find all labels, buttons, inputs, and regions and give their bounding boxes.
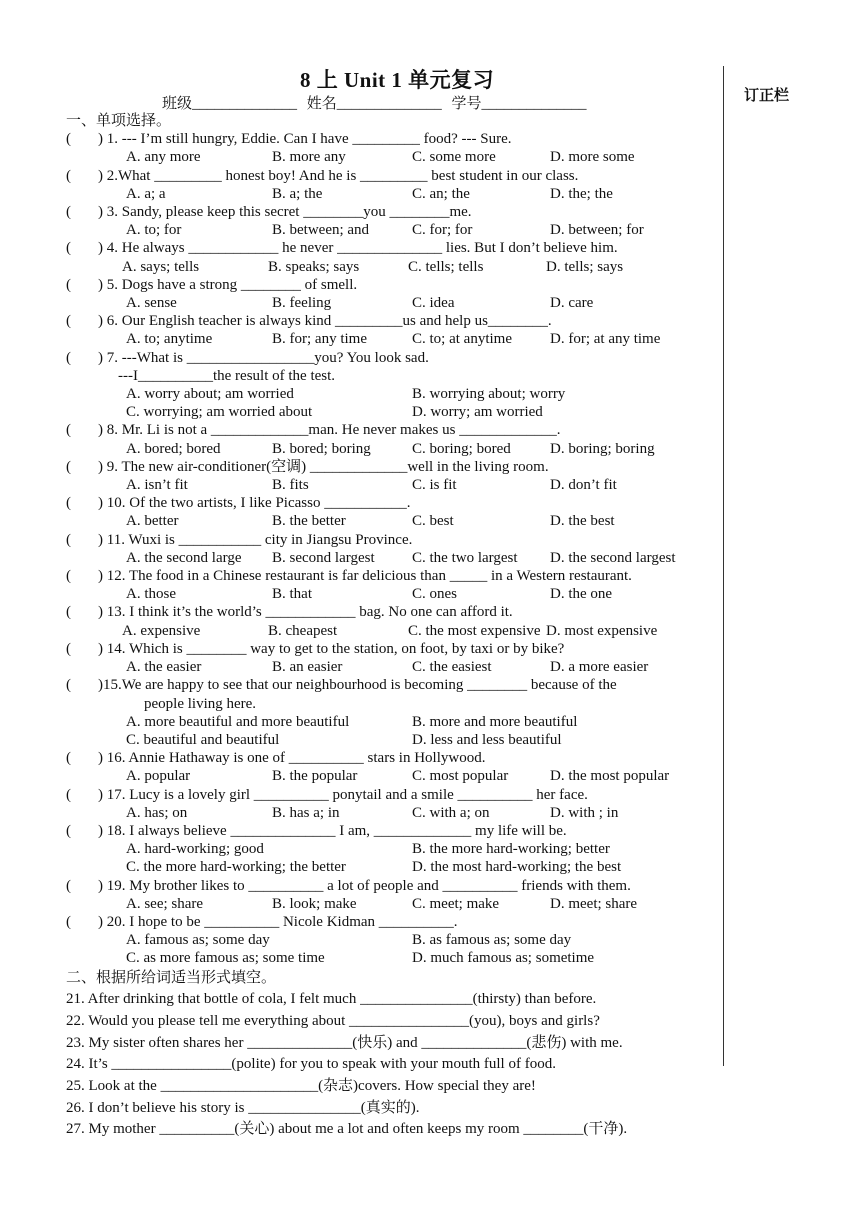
option[interactable]: C. the most expensive bbox=[408, 622, 541, 639]
option[interactable]: B. worrying about; worry bbox=[412, 386, 566, 403]
options-row bbox=[66, 585, 726, 603]
answer-blank[interactable]: ( bbox=[66, 204, 71, 221]
question-item bbox=[66, 494, 726, 512]
options-row bbox=[66, 549, 726, 567]
option[interactable]: C. ones bbox=[412, 586, 457, 603]
answer-blank[interactable]: ( bbox=[66, 167, 71, 184]
question-continuation: ---I__________the result of the test. bbox=[118, 367, 336, 384]
option[interactable]: B. for; any time bbox=[272, 331, 367, 348]
question-text: ) 14. Which is ________ way to get to the station, on foot, by taxi or by bike? bbox=[98, 640, 565, 657]
option[interactable]: D. much famous as; sometime bbox=[412, 950, 595, 967]
answer-blank[interactable]: ( bbox=[66, 531, 71, 548]
option[interactable]: D. most expensive bbox=[546, 622, 658, 639]
question-item bbox=[66, 603, 726, 621]
option[interactable]: D. more some bbox=[550, 149, 635, 166]
options-row bbox=[66, 294, 726, 312]
options-row bbox=[66, 476, 726, 494]
option[interactable]: C. is fit bbox=[412, 477, 457, 494]
question-item bbox=[66, 421, 726, 439]
answer-blank[interactable]: ( bbox=[66, 877, 71, 894]
option[interactable]: D. don’t fit bbox=[550, 477, 617, 494]
option[interactable]: B. the more hard-working; better bbox=[412, 841, 610, 858]
options-row bbox=[66, 767, 726, 785]
option[interactable]: B. fits bbox=[272, 477, 309, 494]
option[interactable]: B. between; and bbox=[272, 222, 370, 239]
fill-in-item[interactable]: 27. My mother __________(关心) about me a lot and often keeps my room ________(干净). bbox=[66, 1121, 628, 1138]
option[interactable]: A. more beautiful and more beautiful bbox=[126, 713, 350, 730]
option[interactable]: C. most popular bbox=[412, 768, 509, 785]
option[interactable]: D. for; at any time bbox=[550, 331, 661, 348]
question-text: ) 9. The new air-conditioner(空调) _____________well in the living room. bbox=[98, 458, 549, 475]
question-text: ) 7. ---What is _________________you? You look sad. bbox=[98, 349, 429, 366]
correction-column-label: 订正栏 bbox=[744, 88, 790, 104]
options-row bbox=[66, 713, 726, 731]
question-text: ) 13. I think it’s the world’s ____________ bag. No one can afford it. bbox=[98, 604, 513, 621]
options-row bbox=[66, 148, 726, 166]
option[interactable]: C. best bbox=[412, 513, 454, 530]
question-text: ) 10. Of the two artists, I like Picasso ___________. bbox=[98, 495, 411, 512]
option[interactable]: D. with ; in bbox=[550, 804, 619, 821]
option[interactable]: D. the one bbox=[550, 586, 613, 603]
section-heading: 一、单项选择。 bbox=[66, 113, 172, 129]
option[interactable]: D. less and less beautiful bbox=[412, 731, 562, 748]
question-text: ) 20. I hope to be __________ Nicole Kidman __________. bbox=[98, 913, 458, 930]
option[interactable]: C. with a; on bbox=[412, 804, 490, 821]
student-info-line bbox=[162, 92, 593, 113]
multiple-choice-list bbox=[66, 130, 726, 967]
option[interactable]: D. care bbox=[550, 295, 594, 312]
answer-blank[interactable]: ( bbox=[66, 604, 71, 621]
fill-in-item[interactable]: 25. Look at the _____________________(杂志)covers. How special they are! bbox=[66, 1078, 536, 1095]
answer-blank[interactable]: ( bbox=[66, 495, 71, 512]
question-text: ) 12. The food in a Chinese restaurant is far delicious than _____ in a Western restaurant. bbox=[98, 568, 632, 585]
questions-body bbox=[66, 112, 726, 1139]
fill-in-item[interactable]: 23. My sister often shares her ______________(快乐) and ______________(悲伤) with me. bbox=[66, 1034, 623, 1051]
option[interactable]: C. the easiest bbox=[412, 659, 492, 676]
question-item bbox=[66, 458, 726, 476]
option[interactable]: C. boring; bored bbox=[412, 440, 511, 457]
option[interactable]: B. second largest bbox=[272, 549, 375, 566]
question-item bbox=[66, 822, 726, 840]
option[interactable]: C. the more hard-working; the better bbox=[126, 859, 346, 876]
question-text: )15.We are happy to see that our neighbourhood is becoming ________ because of the bbox=[98, 677, 617, 694]
option[interactable]: D. a more easier bbox=[550, 659, 649, 676]
option[interactable]: C. worrying; am worried about bbox=[126, 404, 313, 421]
options-row bbox=[66, 258, 726, 276]
student-id-field[interactable]: 学号______________ bbox=[451, 96, 587, 112]
option[interactable]: A. sense bbox=[126, 295, 177, 312]
question-item bbox=[66, 349, 726, 367]
question-text: ) 16. Annie Hathaway is one of __________ stars in Hollywood. bbox=[98, 750, 486, 767]
option[interactable]: B. cheapest bbox=[268, 622, 338, 639]
question-text: ) 8. Mr. Li is not a _____________man. He never makes us _____________. bbox=[98, 422, 561, 439]
options-row bbox=[66, 330, 726, 348]
question-item bbox=[66, 749, 726, 767]
question-item bbox=[66, 239, 726, 257]
option[interactable]: A. the second large bbox=[126, 549, 242, 566]
option[interactable]: C. the two largest bbox=[412, 549, 518, 566]
answer-blank[interactable]: ( bbox=[66, 422, 71, 439]
option[interactable]: B. the popular bbox=[272, 768, 358, 785]
option[interactable]: B. has a; in bbox=[272, 804, 340, 821]
option[interactable]: A. has; on bbox=[126, 804, 188, 821]
options-row bbox=[66, 731, 726, 749]
question-item bbox=[66, 130, 726, 148]
option[interactable]: A. to; anytime bbox=[126, 331, 213, 348]
option[interactable]: A. a; a bbox=[126, 185, 166, 202]
option[interactable]: B. look; make bbox=[272, 895, 357, 912]
option[interactable]: B. an easier bbox=[272, 659, 343, 676]
answer-blank[interactable]: ( bbox=[66, 276, 71, 293]
question-item bbox=[66, 203, 726, 221]
answer-blank[interactable]: ( bbox=[66, 822, 71, 839]
answer-blank[interactable]: ( bbox=[66, 913, 71, 930]
option[interactable]: C. an; the bbox=[412, 185, 470, 202]
option[interactable]: C. meet; make bbox=[412, 895, 500, 912]
option[interactable]: B. feeling bbox=[272, 295, 332, 312]
option[interactable]: D. the most hard-working; the best bbox=[412, 859, 622, 876]
options-row bbox=[66, 622, 726, 640]
option[interactable]: A. expensive bbox=[122, 622, 201, 639]
options-row bbox=[66, 895, 726, 913]
answer-blank[interactable]: ( bbox=[66, 677, 71, 694]
option[interactable]: D. tells; says bbox=[546, 258, 624, 275]
question-continuation: people living here. bbox=[144, 695, 257, 712]
answer-blank[interactable]: ( bbox=[66, 786, 71, 803]
options-row bbox=[66, 403, 726, 421]
option[interactable]: C. to; at anytime bbox=[412, 331, 512, 348]
question-item bbox=[66, 676, 726, 694]
fill-in-item[interactable]: 24. It’s ________________(polite) for you to speak with your mouth full of food. bbox=[66, 1056, 556, 1073]
option[interactable]: B. more and more beautiful bbox=[412, 713, 578, 730]
question-text: ) 17. Lucy is a lovely girl __________ ponytail and a smile __________ her face. bbox=[98, 786, 588, 803]
option[interactable]: A. those bbox=[126, 586, 176, 603]
question-item bbox=[66, 786, 726, 804]
option[interactable]: C. for; for bbox=[412, 222, 473, 239]
option[interactable]: C. idea bbox=[412, 295, 455, 312]
options-row bbox=[66, 185, 726, 203]
answer-blank[interactable]: ( bbox=[66, 313, 71, 330]
question-item bbox=[66, 913, 726, 931]
option[interactable]: B. bored; boring bbox=[272, 440, 371, 457]
option[interactable]: A. the easier bbox=[126, 659, 202, 676]
answer-blank[interactable]: ( bbox=[66, 240, 71, 257]
option[interactable]: D. the best bbox=[550, 513, 615, 530]
question-item bbox=[66, 276, 726, 294]
question-text: ) 4. He always ____________ he never ______________ lies. But I don’t believe him. bbox=[98, 240, 618, 257]
question-item bbox=[66, 312, 726, 330]
answer-blank[interactable]: ( bbox=[66, 349, 71, 366]
fill-in-item[interactable]: 22. Would you please tell me everything about ________________(you), boys and girls? bbox=[66, 1012, 600, 1029]
options-row bbox=[66, 840, 726, 858]
option[interactable]: D. the most popular bbox=[550, 768, 670, 785]
option[interactable]: A. hard-working; good bbox=[126, 841, 264, 858]
option[interactable]: A. says; tells bbox=[122, 258, 200, 275]
answer-blank[interactable]: ( bbox=[66, 458, 71, 475]
option[interactable]: B. a; the bbox=[272, 185, 323, 202]
answer-blank[interactable]: ( bbox=[66, 131, 71, 148]
option[interactable]: B. the better bbox=[272, 513, 346, 530]
question-item bbox=[66, 531, 726, 549]
question-text: ) 6. Our English teacher is always kind _________us and help us________. bbox=[98, 313, 552, 330]
options-row bbox=[66, 658, 726, 676]
option[interactable]: A. better bbox=[126, 513, 179, 530]
question-text: ) 3. Sandy, please keep this secret ________you ________me. bbox=[98, 204, 472, 221]
option[interactable]: B. as famous as; some day bbox=[412, 932, 572, 949]
answer-blank[interactable]: ( bbox=[66, 750, 71, 767]
name-field[interactable]: 姓名______________ bbox=[306, 96, 442, 112]
section-heading: 二、根据所给词适当形式填空。 bbox=[66, 969, 277, 986]
question-item bbox=[66, 167, 726, 185]
option[interactable]: A. see; share bbox=[126, 895, 204, 912]
fill-in-item[interactable]: 21. After drinking that bottle of cola, I felt much _______________(thirsty) than before. bbox=[66, 991, 597, 1008]
option[interactable]: C. some more bbox=[412, 149, 496, 166]
options-row bbox=[66, 804, 726, 822]
option[interactable]: B. more any bbox=[272, 149, 346, 166]
options-row bbox=[66, 931, 726, 949]
option[interactable]: C. as more famous as; some time bbox=[126, 950, 325, 967]
options-row bbox=[66, 858, 726, 876]
question-item bbox=[66, 640, 726, 658]
option[interactable]: D. the second largest bbox=[550, 549, 676, 566]
options-row bbox=[66, 440, 726, 458]
option[interactable]: D. meet; share bbox=[550, 895, 638, 912]
option[interactable]: A. famous as; some day bbox=[126, 932, 270, 949]
option[interactable]: A. worry about; am worried bbox=[126, 386, 294, 403]
option[interactable]: D. between; for bbox=[550, 222, 644, 239]
option[interactable]: A. to; for bbox=[126, 222, 182, 239]
option[interactable]: B. that bbox=[272, 586, 312, 603]
question-text: ) 19. My brother likes to __________ a lot of people and __________ friends with them. bbox=[98, 877, 631, 894]
fill-in-item[interactable]: 26. I don’t believe his story is _______________(真实的). bbox=[66, 1099, 420, 1116]
option[interactable]: D. worry; am worried bbox=[412, 404, 543, 421]
answer-blank[interactable]: ( bbox=[66, 640, 71, 657]
options-row bbox=[66, 385, 726, 403]
option[interactable]: A. popular bbox=[126, 768, 191, 785]
page-title: 8 上 Unit 1 单元复习 bbox=[300, 68, 495, 92]
question-text: ) 5. Dogs have a strong ________ of smell. bbox=[98, 276, 358, 293]
option[interactable]: C. tells; tells bbox=[408, 258, 484, 275]
answer-blank[interactable]: ( bbox=[66, 568, 71, 585]
option[interactable]: A. isn’t fit bbox=[126, 477, 188, 494]
question-item bbox=[66, 567, 726, 585]
options-row bbox=[66, 221, 726, 239]
question-text: ) 18. I always believe ______________ I am, _____________ my life will be. bbox=[98, 822, 567, 839]
option[interactable]: C. beautiful and beautiful bbox=[126, 731, 280, 748]
question-text: ) 11. Wuxi is ___________ city in Jiangsu Province. bbox=[98, 531, 413, 548]
options-row bbox=[66, 949, 726, 967]
class-field[interactable]: 班级______________ bbox=[162, 96, 298, 112]
option[interactable]: D. the; the bbox=[550, 185, 613, 202]
question-text: ) 1. --- I’m still hungry, Eddie. Can I have _________ food? --- Sure. bbox=[98, 131, 512, 148]
option[interactable]: B. speaks; says bbox=[268, 258, 360, 275]
question-item bbox=[66, 877, 726, 895]
question-text: ) 2.What _________ honest boy! And he is _________ best student in our class. bbox=[98, 167, 579, 184]
option[interactable]: A. bored; bored bbox=[126, 440, 221, 457]
option[interactable]: A. any more bbox=[126, 149, 201, 166]
options-row bbox=[66, 512, 726, 530]
fill-in-list bbox=[66, 990, 726, 1138]
option[interactable]: D. boring; boring bbox=[550, 440, 655, 457]
